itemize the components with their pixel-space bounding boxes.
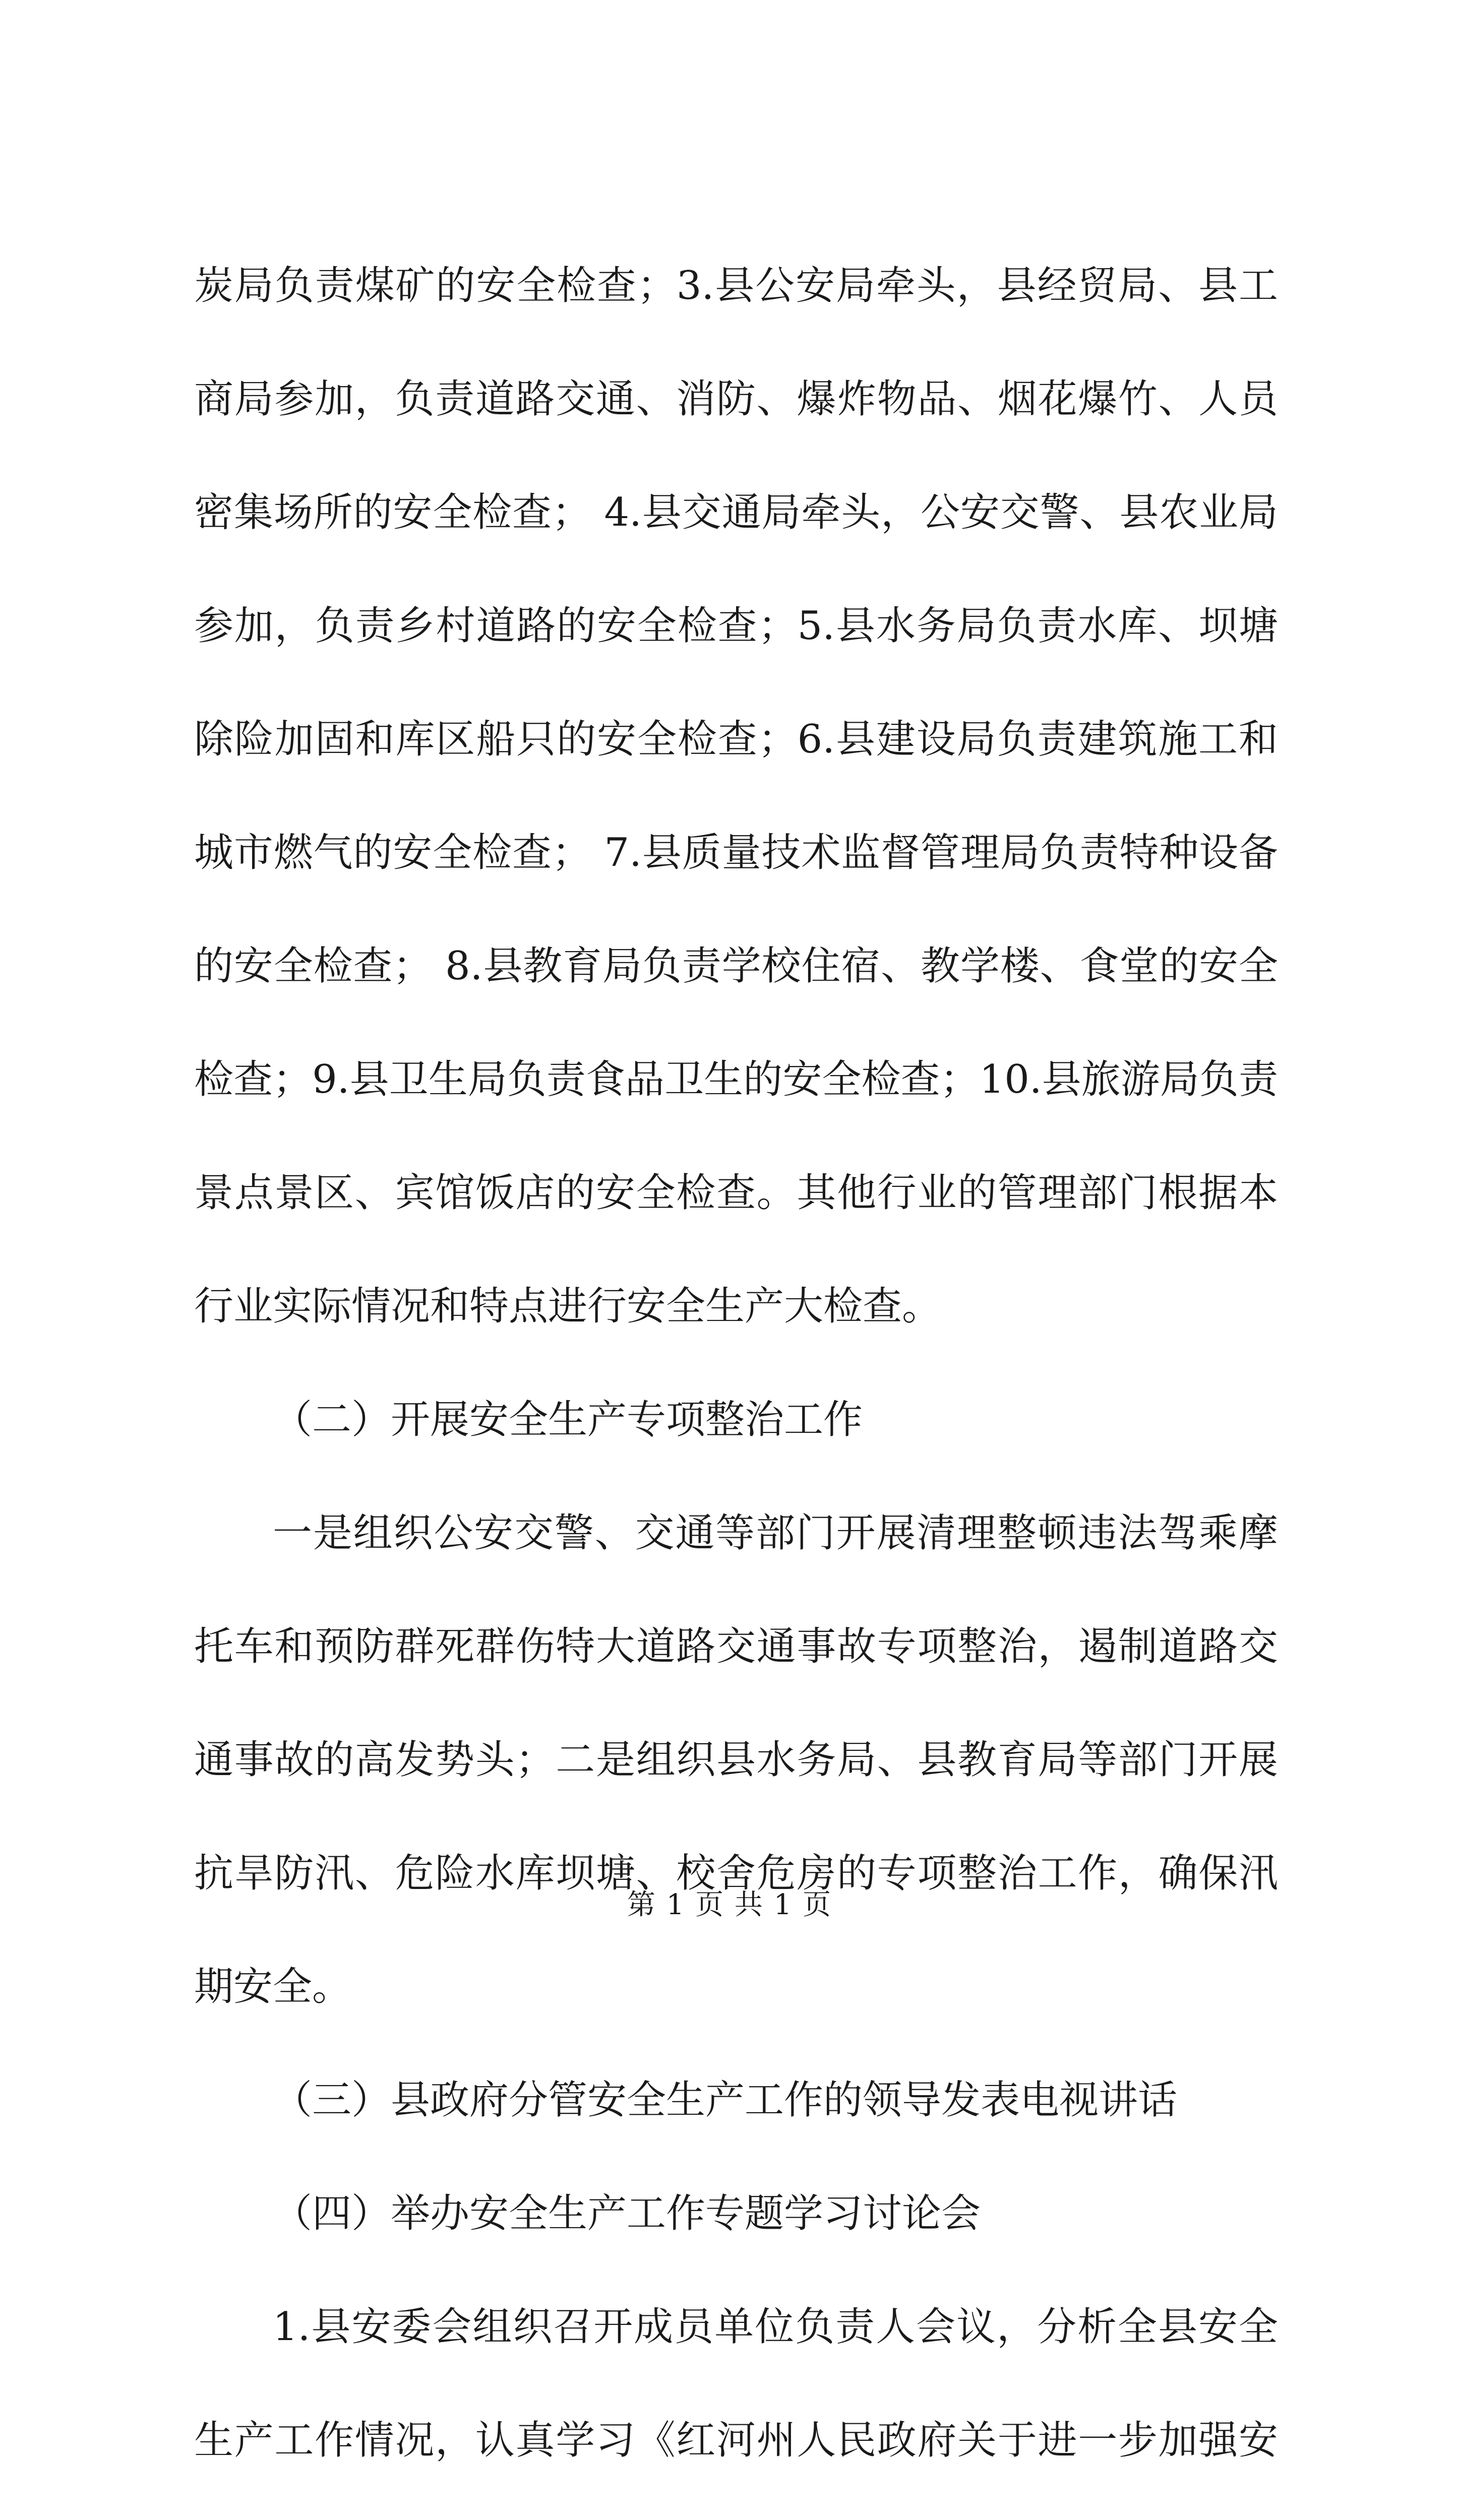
document-body xyxy=(194,229,1278,2520)
page-footer: 第 1 页 共 1 页 xyxy=(627,1888,832,1921)
heading-tv-speech: （三）县政府分管安全生产工作的领导发表电视讲话 xyxy=(273,2077,1178,2123)
paragraph-rectification-details: 一是组织公安交警、交通等部门开展清理整顿违法驾乘摩托车和预防群死群伤特大道路交通事故专项整治，遏制道路交通事故的高发势头；二是组织县水务局、县教育局等部门开展抗旱防汛、危险水库坝塘、校舍危房的专项整治工作，确保汛期安全。 xyxy=(194,1510,1278,2009)
heading-special-rectification: （二）开展安全生产专项整治工作 xyxy=(273,1397,863,1442)
paragraph-seminar-details: 1.县安委会组织召开成员单位负责人会议，分析全县安全生产工作情况，认真学习《红河州人民政府关于进一步加强安 xyxy=(194,2304,1278,2463)
heading-study-seminar: （四）举办安全生产工作专题学习讨论会 xyxy=(273,2191,981,2236)
paragraph-inspection-duties: 炭局负责煤矿的安全检查；3.县公安局牵头，县经贸局、县工商局参加，负责道路交通、消防、爆炸物品、烟花爆竹、人员密集场所的安全检查； 4.县交通局牵头，公安交警、县农业局参加，负责乡村道路的安全检查；5.县水务局负责水库、坝塘除险加固和库区船只的安全检查；6.县建设局负责建筑施工和城市燃气的安全检查； 7.县质量技术监督管理局负责特种设备的安全检查； 8.县教育局负责学校住宿、教学楼、食堂的安全检查；9.县卫生局负责食品卫生的安全检查；10.县旅游局负责景点景区、宾馆饭店的安全检查。其他行业的管理部门根据本行业实际情况和特点进行安全生产大检查。 xyxy=(194,263,1278,1329)
